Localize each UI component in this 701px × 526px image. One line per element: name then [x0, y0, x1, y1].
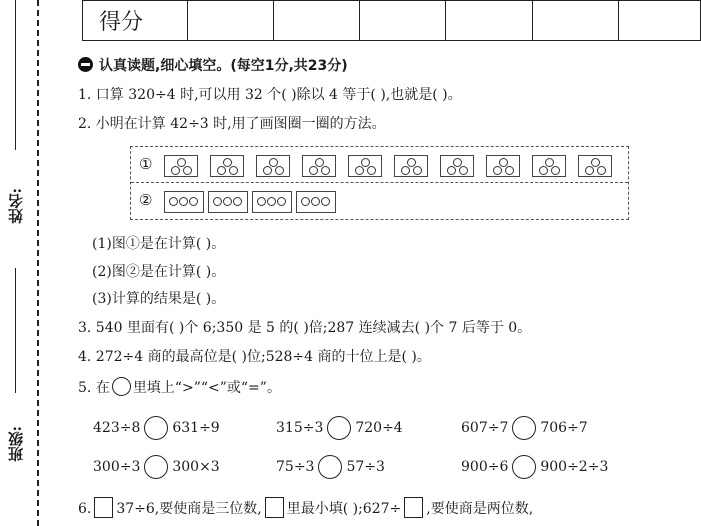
group-of-three-box — [532, 155, 566, 177]
score-cell[interactable] — [273, 1, 359, 41]
dot-icon — [505, 166, 514, 175]
name-underline — [15, 0, 16, 150]
section-number-icon — [78, 57, 93, 72]
class-underline — [15, 268, 16, 393]
dot-icon — [301, 197, 310, 206]
dot-icon — [169, 197, 178, 206]
question-6: 6. 37÷6,要使商是三位数, 里最小填( );627÷ ,要使商是两位数, — [78, 497, 533, 519]
compare-item: 300÷3 300×3 — [93, 455, 220, 479]
group-of-three-box — [252, 191, 292, 213]
question-2-sub-3: (3)计算的结果是( )。 — [92, 291, 226, 307]
group-of-three-box — [164, 191, 204, 213]
score-label: 得分 — [83, 1, 188, 41]
diagram-row2-label: ② — [139, 191, 153, 209]
score-cell[interactable] — [360, 1, 446, 41]
dot-icon — [401, 166, 410, 175]
answer-box[interactable] — [94, 497, 113, 518]
dot-icon — [367, 166, 376, 175]
dot-icon — [275, 166, 284, 175]
group-of-three-box — [348, 155, 382, 177]
score-cell[interactable] — [618, 1, 700, 41]
compare-item: 315÷3 720÷4 — [276, 416, 403, 440]
section-heading: 认真读题,细心填空。(每空1分,共23分) — [78, 56, 348, 76]
group-of-three-box — [208, 191, 248, 213]
question-3: 3. 540 里面有( )个 6;350 是 5 的( )倍;287 连续减去( )个 7 后等于 0。 — [78, 320, 532, 336]
dot-icon — [413, 166, 422, 175]
compare-answer-circle[interactable] — [318, 455, 342, 479]
score-cell[interactable] — [446, 1, 532, 41]
dot-icon — [539, 166, 548, 175]
group-of-three-box — [296, 191, 336, 213]
dot-icon — [171, 166, 180, 175]
compare-item: 607÷7 706÷7 — [461, 416, 588, 440]
binding-dashed-line — [37, 0, 39, 526]
group-of-three-box — [256, 155, 290, 177]
group-of-three-box — [578, 155, 612, 177]
dot-icon — [183, 166, 192, 175]
answer-box[interactable] — [265, 497, 284, 518]
group-of-three-box — [302, 155, 336, 177]
class-label: 班级: — [7, 426, 25, 462]
dot-icon — [263, 166, 272, 175]
dot-icon — [309, 166, 318, 175]
question-2-sub-1: (1)图①是在计算( )。 — [92, 236, 226, 252]
compare-answer-circle[interactable] — [144, 455, 168, 479]
compare-answer-circle[interactable] — [144, 416, 168, 440]
dot-icon — [311, 197, 320, 206]
score-cell[interactable] — [187, 1, 273, 41]
dot-icon — [493, 166, 502, 175]
group-of-three-box — [164, 155, 198, 177]
compare-circle-icon — [112, 377, 131, 396]
compare-item: 900÷6 900÷2÷3 — [461, 455, 608, 479]
dot-icon — [597, 166, 606, 175]
dot-icon — [321, 166, 330, 175]
dot-icon — [277, 197, 286, 206]
group-of-three-box — [486, 155, 520, 177]
dot-icon — [257, 197, 266, 206]
dot-icon — [585, 166, 594, 175]
score-cell[interactable] — [532, 1, 618, 41]
compare-answer-circle[interactable] — [512, 455, 536, 479]
question-2: 2. 小明在计算 42÷3 时,用了画图圈一圈的方法。 — [78, 116, 386, 132]
diagram-divider — [131, 182, 628, 183]
dot-icon — [233, 197, 242, 206]
dot-icon — [189, 197, 198, 206]
dot-icon — [213, 197, 222, 206]
compare-item: 423÷8 631÷9 — [93, 416, 220, 440]
grouping-diagram — [130, 146, 629, 220]
answer-box[interactable] — [404, 497, 423, 518]
question-4: 4. 272÷4 商的最高位是( )位;528÷4 商的十位上是( )。 — [78, 349, 431, 365]
dot-icon — [321, 197, 330, 206]
diagram-row1-label: ① — [139, 155, 153, 173]
dot-icon — [459, 166, 468, 175]
dot-icon — [267, 197, 276, 206]
question-1: 1. 口算 320÷4 时,可以用 32 个( )除以 4 等于( ),也就是( )。 — [78, 87, 462, 103]
group-of-three-box — [210, 155, 244, 177]
dot-icon — [551, 166, 560, 175]
group-of-three-box — [394, 155, 428, 177]
dot-icon — [447, 166, 456, 175]
dot-icon — [179, 197, 188, 206]
dot-icon — [223, 197, 232, 206]
group-of-three-box — [440, 155, 474, 177]
score-table — [82, 0, 701, 41]
name-label: 姓名: — [7, 188, 25, 224]
question-2-sub-2: (2)图②是在计算( )。 — [92, 264, 226, 280]
compare-answer-circle[interactable] — [327, 416, 351, 440]
dot-icon — [217, 166, 226, 175]
question-5: 5. 在 里填上“>”“<”或“=”。 — [78, 377, 281, 398]
dot-icon — [355, 166, 364, 175]
dot-icon — [229, 166, 238, 175]
compare-answer-circle[interactable] — [512, 416, 536, 440]
compare-item: 75÷3 57÷3 — [276, 455, 385, 479]
